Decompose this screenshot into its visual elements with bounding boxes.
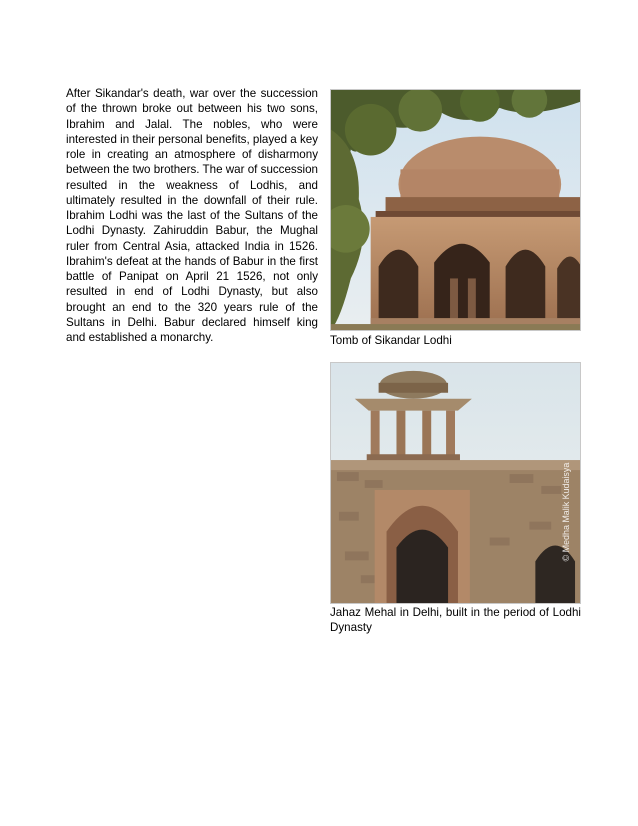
- body-paragraph: After Sikandar's death, war over the succession of the thrown broke out between his two sons, Ibrahim and Jalal. The nobles, who were interested in their personal benefits, played a key role in creating an atmosphere of disharmony between the two brothers. The war of succession resulted in the weakness of Lodhis, and ultimately resulted in the downfall of their rule. Ibrahim Lodhi was the last of the Sultans of the Lodhi Dynasty. Zahiruddin Babur, the Mughal ruler from Central Asia, attacked India in 1526. Ibrahim's defeat at the hands of Babur in the first battle of Panipat on April 21 1526, not only resulted in end of Lodhi Dynasty, but also brought an end to the 320 years rule of the Sultans in Delhi. Babur declared himself king and established a monarchy.: [66, 87, 318, 344]
- svg-text:© Medha Malik Kudaisya: © Medha Malik Kudaisya: [561, 462, 572, 562]
- jahaz-mehal-photo: [330, 362, 581, 604]
- tomb-of-sikandar-lodhi-photo: [330, 89, 581, 331]
- figure-caption-jahaz-mehal: Jahaz Mehal in Delhi, built in the period of Lodhi Dynasty: [330, 606, 581, 635]
- figure-caption-tomb: Tomb of Sikandar Lodhi: [330, 334, 452, 347]
